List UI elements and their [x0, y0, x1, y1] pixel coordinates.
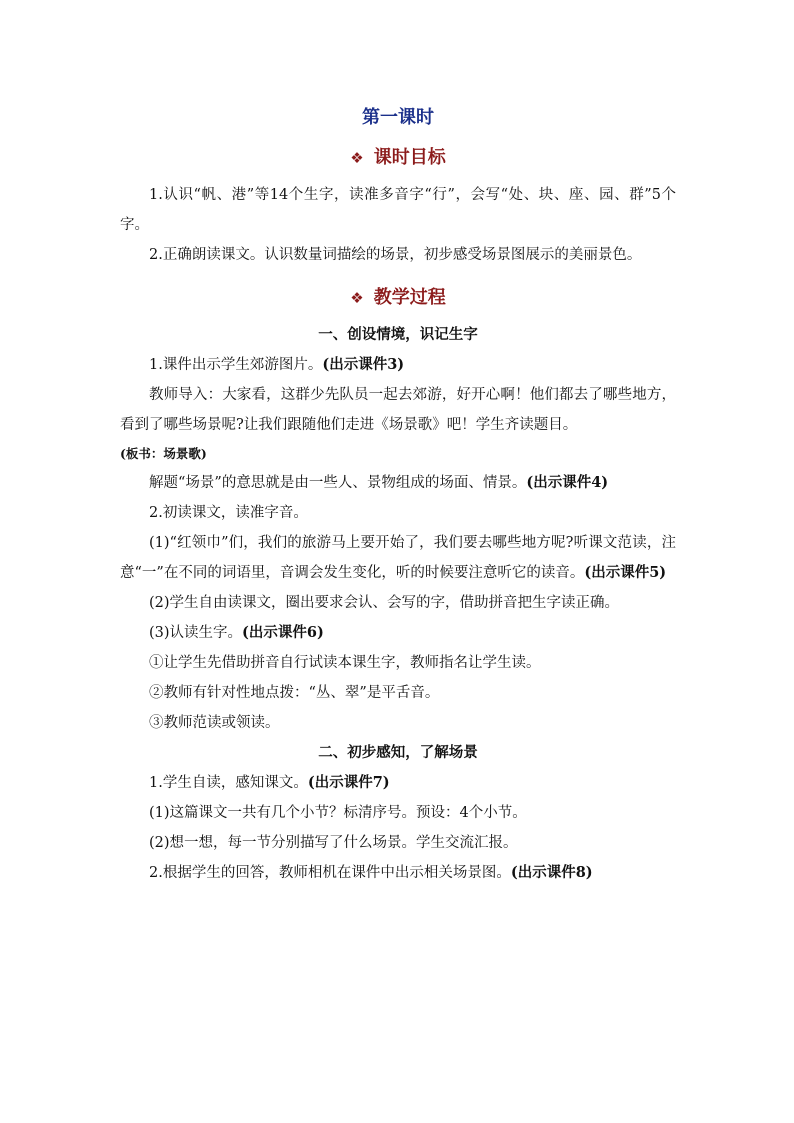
part2-step1: [120, 768, 676, 798]
part1-intro: 教师导入：大家看，这群少先队员一起去郊游，好开心啊！他们都去了哪些地方，看到了哪些场景呢?让我们跟随他们走进《场景歌》吧！学生齐读题目。: [120, 387, 676, 433]
diamond-bullet-icon: ❖: [350, 289, 364, 307]
part2-step2: [120, 858, 676, 888]
part1-step2b: (2)学生自由读课文，圈出要求会认、会写的字，借助拼音把生字读正确。: [149, 595, 620, 611]
part1-explain: [120, 468, 676, 498]
courseware-tag: (出示课件6): [242, 624, 324, 641]
page-title: 第一课时: [362, 107, 434, 128]
part2-step2-text: 2.根据学生的回答，教师相机在课件中出示相关场景图。: [149, 865, 511, 881]
process-heading-text: 教学过程: [373, 287, 446, 308]
document-page: [120, 100, 676, 888]
courseware-tag: (出示课件8): [510, 864, 593, 881]
part1-explain-text: 解题“场景”的意思就是由一些人、景物组成的场面、情景。: [149, 475, 527, 491]
courseware-tag: (出示课件7): [307, 774, 390, 791]
part1-step2a-text: (1)“红领巾”们，我们的旅游马上要开始了，我们要去哪些地方呢?听课文范读，注意“一”在不同的词语里，音调会发生变化，听的时候要注意听它的读音。: [120, 535, 676, 581]
list-item: ①让学生先借助拼音自行试读本课生字，教师指名让学生读。: [149, 655, 541, 671]
goal-2: 2.正确朗读课文。认识数量词描绘的场景，初步感受场景图展示的美丽景色。: [149, 247, 642, 263]
part2-step1-text: 1.学生自读，感知课文。: [149, 775, 308, 791]
part1-step2c: [120, 618, 676, 648]
courseware-tag: (出示课件5): [584, 564, 667, 581]
part1-heading: 一、创设情境，识记生字: [318, 326, 478, 343]
courseware-tag: (出示课件3): [322, 356, 405, 373]
part1-step2a: [120, 528, 676, 588]
diamond-bullet-icon: ❖: [350, 149, 364, 167]
goal-1: 1.认识“帆、港”等14个生字，读准多音字“行”，会写“处、块、座、园、群”5个字。: [120, 187, 676, 233]
list-item: ②教师有针对性地点拨：“丛、翠”是平舌音。: [149, 685, 440, 701]
part1-step2c-text: (3)认读生字。: [149, 625, 243, 641]
part2-question2: (2)想一想，每一节分别描写了什么场景。学生交流汇报。: [149, 835, 518, 851]
process-heading: [120, 280, 676, 316]
goals-heading-text: 课时目标: [373, 147, 446, 168]
part2-heading: 二、初步感知，了解场景: [318, 744, 478, 761]
part1-step1-text: 1.课件出示学生郊游图片。: [149, 357, 323, 373]
part1-step1: [120, 350, 676, 380]
part2-question1: (1)这篇课文一共有几个小节？标清序号。预设：4个小节。: [149, 805, 527, 821]
board-note: (板书：场景歌): [120, 446, 207, 461]
courseware-tag: (出示课件4): [526, 474, 609, 491]
part1-step2: 2.初读课文，读准字音。: [149, 505, 308, 521]
goals-heading: [120, 140, 676, 176]
list-item: ③教师范读或领读。: [149, 715, 280, 731]
